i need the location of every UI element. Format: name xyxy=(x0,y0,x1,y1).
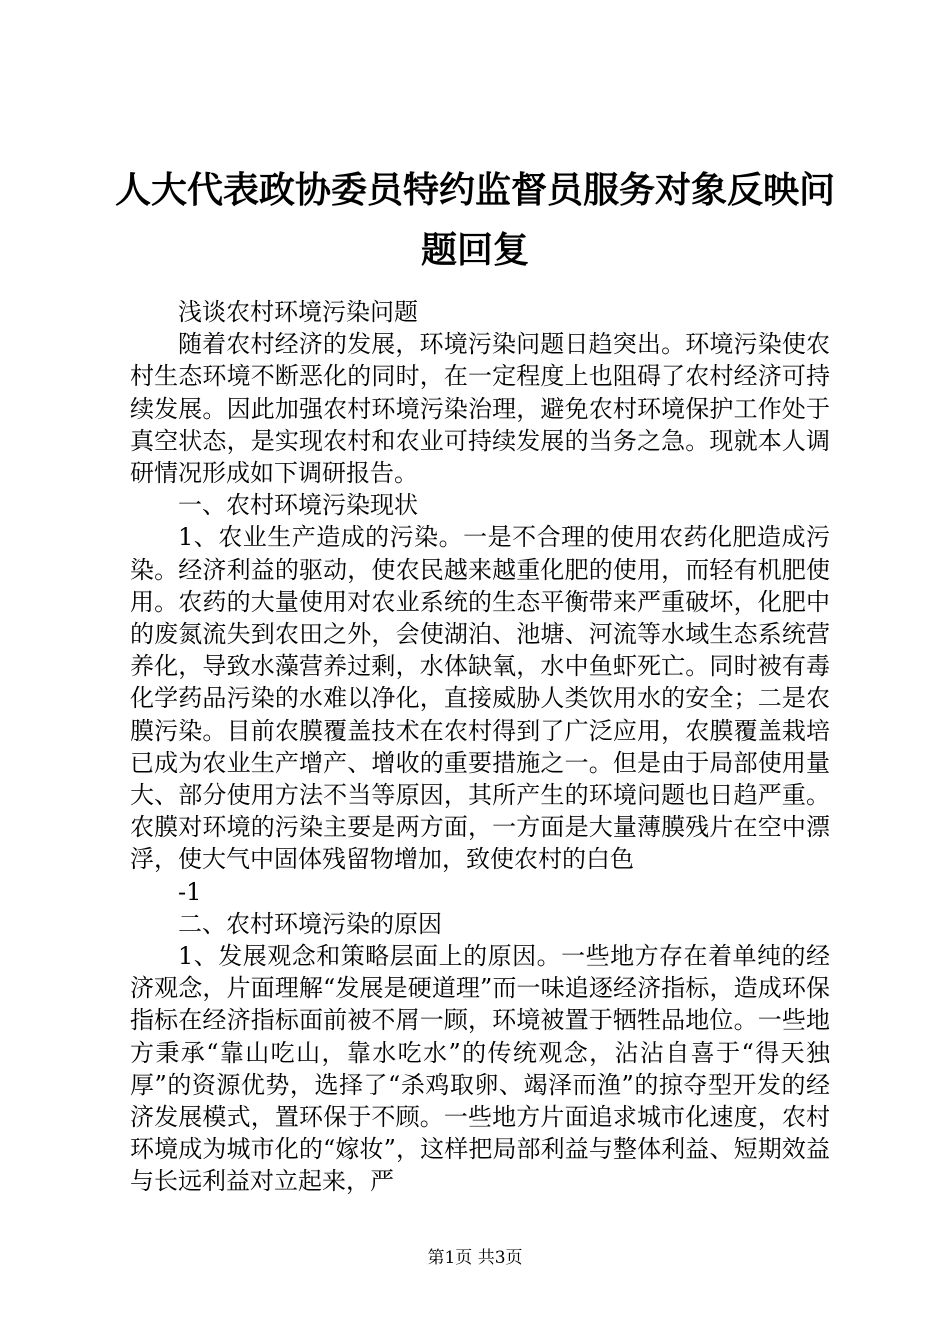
paragraph-subtitle: 浅谈农村环境污染问题 xyxy=(178,298,418,326)
paragraph: 1、发展观念和策略层面上的原因。一些地方存在着单纯的经济观念，片面理解“发展是硬道理”而一味追逐经济指标，造成环保指标在经济指标面前被不屑一顾，环境被置于牺牲品地位。一些地方秉承“靠山吃山，靠水吃水”的传统观念，沾沾自喜于“得天独厚”的资源优势，选择了“杀鸡取卵、竭泽而渔”的掠夺型开发的经济发展模式，置环保于不顾。一些地方片面追求城市化速度，农村环境成为城市化的“嫁妆”，这样把局部利益与整体利益、短期效益与长远利益对立起来，严 xyxy=(130,942,830,1196)
section-heading: 二、农村环境污染的原因 xyxy=(178,909,442,938)
page-marker: -1 xyxy=(178,877,202,906)
section-heading: 一、农村环境污染现状 xyxy=(178,491,418,520)
document-title: 人大代表政协委员特约监督员服务对象反映问题回复 xyxy=(114,169,835,271)
paragraph: 随着农村经济的发展，环境污染问题日趋突出。环境污染使农村生态环境不断恶化的同时，在一定程度上也阻碍了农村经济可持续发展。因此加强农村环境污染治理，避免农村环境保护工作处于真空状态，是实现农村和农业可持续发展的当务之急。现就本人调研情况形成如下调研报告。 xyxy=(130,330,830,488)
paragraph: 1、农业生产造成的污染。一是不合理的使用农药化肥造成污染。经济利益的驱动，使农民越来越重化肥的使用，而轻有机肥使用。农药的大量使用对农业系统的生态平衡带来严重破坏，化肥中的废氮流失到农田之外，会使湖泊、池塘、河流等水域生态系统营养化，导致水藻营养过剩，水体缺氧，水中鱼虾死亡。同时被有毒化学药品污染的水难以净化，直接威胁人类饮用水的安全；二是农膜污染。目前农膜覆盖技术在农村得到了广泛应用，农膜覆盖栽培已成为农业生产增产、增收的重要措施之一。但是由于局部使用量大、部分使用方法不当等原因，其所产生的环境问题也日趋严重。农膜对环境的污染主要是两方面，一方面是大量薄膜残片在空中漂浮，使大气中固体残留物增加，致使农村的白色 xyxy=(130,523,830,874)
page-footer: 第1页 共3页 xyxy=(427,1248,523,1268)
document-body xyxy=(130,296,830,1198)
